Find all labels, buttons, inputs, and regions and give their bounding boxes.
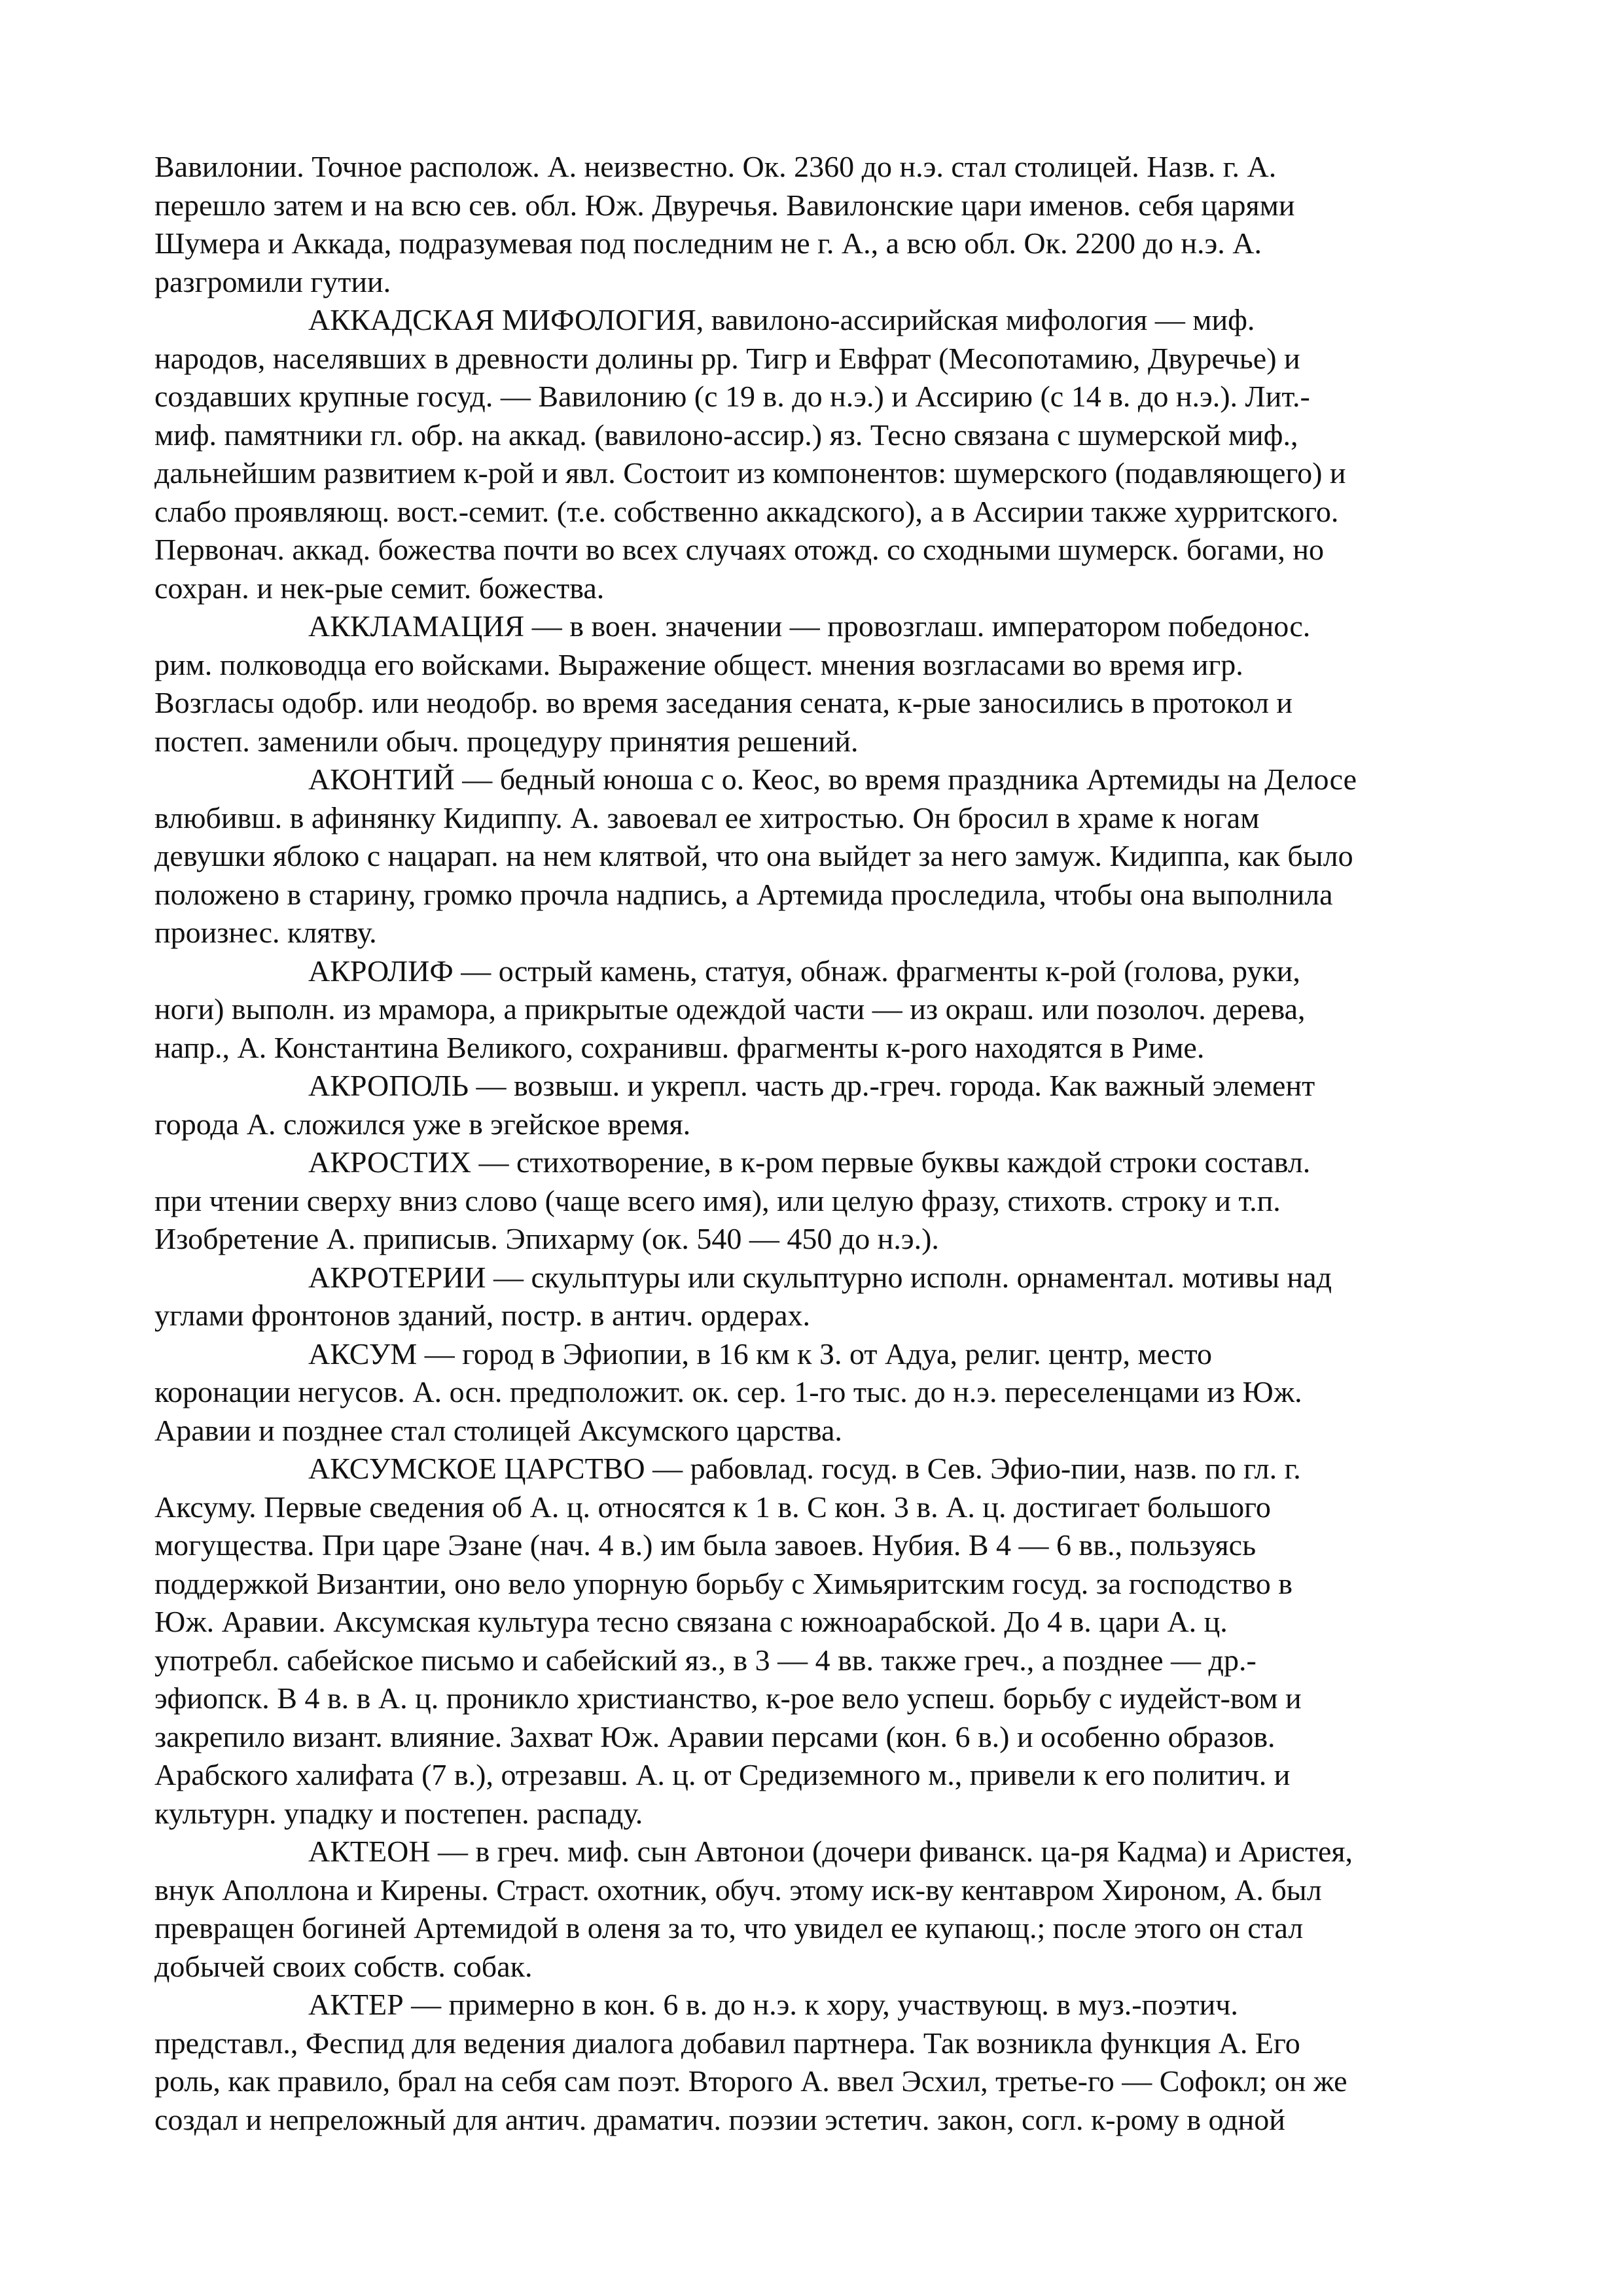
entry-akropol: АКРОПОЛЬ — возвыш. и укрепл. часть др.-греч. города. Как важный элемент города А. сложился уже в эгейское время. (154, 1069, 1315, 1141)
entry-akroterii: АКРОТЕРИИ — скульптуры или скульптурно исполн. орнаментал. мотивы над углами фронтонов зданий, постр. в антич. ордерах. (154, 1260, 1332, 1332)
entry-akkadskaya-mifologiya: АККАДСКАЯ МИФОЛОГИЯ, вавилоно-ассирийская мифология — миф. народов, населявших в древности долины рр. Тигр и Евфрат (Месопотамию, Двуречье) и создавших крупные госуд. — Вавилонию (с 19 в. до н.э.) и Ассирию (с 14 в. до н.э.). Лит.- миф. памятники гл. обр. на аккад. (вавилоно-ассир.) яз. Тесно связана с шумерской миф., дальнейшим развитием к-рой и явл. Состоит из компонентов: шумерского (подавляющего) и слабо проявляющ. вост.-семит. (т.е. собственно аккадского), а в Ассирии также хурритского. Первонач. аккад. божества почти во всех случаях отожд. со сходными шумерск. богами, но сохран. и нек-рые семит. божества. (154, 303, 1346, 605)
entry-aksumskoe-tsarstvo: АКСУМСКОЕ ЦАРСТВО — рабовлад. госуд. в Сев. Эфио-пии, назв. по гл. г. Аксуму. Первые сведения об А. ц. относятся к 1 в. С кон. 3 в. А. ц. достигает большого могущества. При царе Эзане (нач. 4 в.) им была завоев. Нубия. В 4 — 6 вв., пользуясь поддержкой Византии, оно вело упорную борьбу с Химьяритским госуд. за господство в Юж. Аравии. Аксумская культура тесно связана с южноарабской. До 4 в. цари А. ц. употребл. сабейское письмо и сабейский яз., в 3 — 4 вв. также греч., а позднее — др.- эфиопск. В 4 в. в А. ц. проникло христианство, к-рое вело успеш. борьбу с иудейст-вом и закрепило визант. влияние. Захват Юж. Аравии персами (кон. 6 в.) и особенно образов. Арабского халифата (7 в.), отрезавш. А. ц. от Средиземного м., привели к его политич. и культурн. упадку и постепен. распаду. (154, 1452, 1302, 1830)
entry-akteon: АКТЕОН — в греч. миф. сын Автонои (дочери фиванск. ца-ря Кадма) и Аристея, внук Аполлона и Кирены. Страст. охотник, обуч. этому иск-ву кентавром Хироном, А. был превращен богиней Артемидой в оленя за то, что увидел ее купающ.; после этого он стал добычей своих собств. собак. (154, 1835, 1353, 1983)
entry-akrostih: АКРОСТИХ — стихотворение, в к-ром первые буквы каждой строки составл. при чтении сверху вниз слово (чаще всего имя), или целую фразу, стихотв. строку и т.п. Изобретение А. приписыв. Эпихарму (ок. 540 — 450 до н.э.). (154, 1145, 1311, 1255)
entry-akontiy: АКОНТИЙ — бедный юноша с о. Кеос, во время праздника Артемиды на Делосе влюбивш. в афинянку Кидиппу. А. завоевал ее хитростью. Он бросил в храме к ногам девушки яблоко с нацарап. на нем клятвой, что она выйдет за него замуж. Кидиппа, как было положено в старину, громко прочла надпись, а Артемида проследила, чтобы она выполнила произнес. клятву. (154, 762, 1357, 949)
entry-akklamatsiya: АККЛАМАЦИЯ — в воен. значении — провозглаш. императором победонос. рим. полководца его войсками. Выражение общест. мнения возгласами во время игр. Возгласы одобр. или неодобр. во время заседания сената, к-рые заносились в протокол и постеп. заменили обыч. процедуру принятия решений. (154, 609, 1311, 758)
document-page (154, 148, 1476, 2139)
entry-vavilonii-continuation: Вавилонии. Точное располож. А. неизвестно. Ок. 2360 до н.э. стал столицей. Назв. г. А. перешло затем и на всю сев. обл. Юж. Двуречья. Вавилонские цари именов. себя царями Шумера и Аккада, подразумевая под последним не г. А., а всю обл. Ок. 2200 до н.э. А. разгромили гутии. (154, 150, 1295, 298)
entry-akter: АКТЕР — примерно в кон. 6 в. до н.э. к хору, участвующ. в муз.-поэтич. представл., Феспид для ведения диалога добавил партнера. Так возникла функция А. Его роль, как правило, брал на себя сам поэт. Второго А. ввел Эсхил, третье-го — Софокл; он же создал и непреложный для антич. драматич. поэзии эстетич. закон, согл. к-рому в одной (154, 1988, 1347, 2136)
entry-akrolif: АКРОЛИФ — острый камень, статуя, обнаж. фрагменты к-рой (голова, руки, ноги) выполн. из мрамора, а прикрытые одеждой части — из окраш. или позолоч. дерева, напр., А. Константина Великого, сохранивш. фрагменты к-рого находятся в Риме. (154, 954, 1306, 1064)
entry-aksum: АКСУМ — город в Эфиопии, в 16 км к З. от Адуа, религ. центр, место коронации негусов. А. осн. предположит. ок. сер. 1-го тыс. до н.э. переселенцами из Юж. Аравии и позднее стал столицей Аксумского царства. (154, 1336, 1302, 1447)
